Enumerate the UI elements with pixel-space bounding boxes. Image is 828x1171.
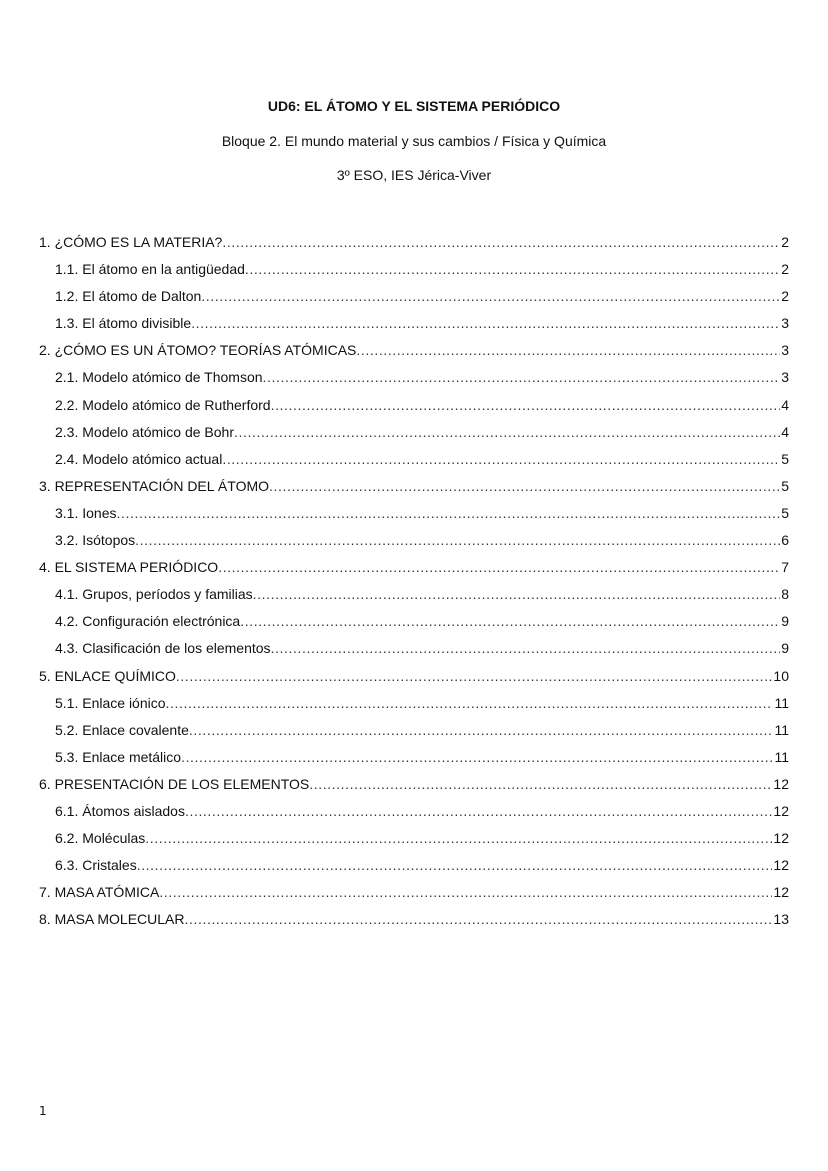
dot-leader	[356, 342, 780, 358]
toc-entry[interactable]	[39, 288, 789, 315]
toc-entry-label: 4.1. Grupos, períodos y familias	[55, 586, 253, 603]
toc-entry-page: 3	[781, 369, 789, 386]
toc-entry[interactable]	[39, 315, 789, 342]
dot-leader	[269, 478, 780, 494]
toc-entry[interactable]	[39, 424, 789, 451]
toc-entry[interactable]	[39, 532, 789, 559]
toc-entry[interactable]	[39, 397, 789, 424]
toc-entry-page: 6	[781, 532, 789, 549]
toc-entry-page: 4	[781, 396, 789, 413]
toc-entry[interactable]	[39, 369, 789, 396]
toc-entry-page: 12	[773, 857, 789, 874]
toc-entry[interactable]	[39, 722, 789, 749]
dot-leader	[234, 424, 780, 440]
dot-leader	[135, 532, 780, 548]
dot-leader	[137, 857, 773, 873]
toc-entry-label: 4.3. Clasificación de los elementos	[55, 640, 271, 657]
toc-entry-label: 3. REPRESENTACIÓN DEL ÁTOMO	[39, 477, 270, 494]
dot-leader	[271, 640, 781, 656]
toc-entry-label: 2.3. Modelo atómico de Bohr	[55, 423, 234, 440]
toc-entry-page: 11	[774, 694, 789, 711]
toc-entry-page: 9	[781, 640, 789, 657]
toc-entry-page: 2	[781, 288, 789, 305]
toc-entry-label: 6.3. Cristales	[55, 857, 137, 874]
toc-entry-page: 3	[781, 315, 789, 332]
toc-entry-page: 12	[773, 830, 789, 847]
dot-leader	[185, 911, 773, 927]
dot-leader	[117, 505, 781, 521]
toc-entry[interactable]	[39, 640, 789, 667]
dot-leader	[271, 397, 781, 413]
document-subtitle: Bloque 2. El mundo material y sus cambios / Física y Química	[221, 133, 607, 149]
page-number: 1	[39, 1104, 47, 1118]
toc-entry[interactable]	[39, 695, 789, 722]
toc-entry-label: 2.4. Modelo atómico actual	[55, 450, 223, 467]
toc-entry-page: 5	[781, 504, 789, 521]
toc-entry[interactable]	[39, 911, 789, 938]
toc-entry[interactable]	[39, 559, 789, 586]
toc-entry[interactable]	[39, 776, 789, 803]
toc-entry[interactable]	[39, 451, 789, 478]
toc-entry-label: 2.2. Modelo atómico de Rutherford	[55, 396, 271, 413]
toc-entry-label: 1. ¿CÓMO ES LA MATERIA?	[39, 234, 223, 250]
dot-leader	[263, 369, 781, 385]
toc-entry-page: 10	[773, 667, 789, 684]
table-of-contents	[39, 234, 789, 938]
dot-leader	[222, 451, 780, 467]
toc-entry-label: 4. EL SISTEMA PERIÓDICO	[39, 559, 219, 576]
toc-entry-label: 7. MASA ATÓMICA	[39, 884, 160, 901]
toc-entry[interactable]	[39, 234, 789, 261]
document-title: UD6: EL ÁTOMO Y EL SISTEMA PERIÓDICO	[267, 98, 561, 114]
toc-entry-page: 13	[773, 911, 789, 928]
toc-entry-label: 8. MASA MOLECULAR	[39, 911, 185, 928]
course-info: 3º ESO, IES Jérica-Viver	[336, 167, 492, 183]
toc-entry-label: 6.2. Moléculas	[55, 830, 146, 847]
toc-entry-page: 12	[773, 775, 789, 792]
toc-entry-page: 12	[773, 884, 789, 901]
toc-entry-label: 5.1. Enlace iónico	[55, 694, 166, 711]
toc-entry-page: 8	[781, 586, 789, 603]
toc-entry-page: 4	[781, 423, 789, 440]
dot-leader	[191, 315, 780, 331]
toc-entry-page: 3	[781, 342, 789, 359]
toc-entry-page: 12	[773, 802, 789, 819]
toc-entry-label: 4.2. Configuración electrónica	[55, 613, 241, 630]
toc-entry-page: 2	[781, 234, 789, 250]
toc-entry[interactable]	[39, 668, 789, 695]
toc-entry[interactable]	[39, 613, 789, 640]
toc-entry[interactable]	[39, 803, 789, 830]
toc-entry[interactable]	[39, 505, 789, 532]
toc-entry-page: 9	[781, 613, 789, 630]
toc-entry-page: 5	[781, 477, 789, 494]
toc-entry[interactable]	[39, 830, 789, 857]
dot-leader	[159, 884, 772, 900]
dot-leader	[309, 776, 772, 792]
toc-entry[interactable]	[39, 261, 789, 288]
toc-entry-label: 1.1. El átomo en la antigüedad	[55, 261, 245, 278]
dot-leader	[222, 234, 780, 250]
toc-entry-label: 3.2. Isótopos	[55, 532, 136, 549]
toc-entry-page: 2	[781, 261, 789, 278]
dot-leader	[240, 613, 780, 629]
toc-entry-page: 11	[774, 748, 789, 765]
toc-entry[interactable]	[39, 884, 789, 911]
toc-entry-label: 6.1. Átomos aislados	[55, 802, 185, 819]
toc-entry-label: 2.1. Modelo atómico de Thomson	[55, 369, 263, 386]
dot-leader	[185, 803, 772, 819]
toc-entry[interactable]	[39, 586, 789, 613]
toc-entry[interactable]	[39, 342, 789, 369]
toc-entry[interactable]	[39, 857, 789, 884]
dot-leader	[245, 261, 780, 277]
dot-leader	[176, 668, 773, 684]
toc-entry-label: 5. ENLACE QUÍMICO	[39, 667, 176, 684]
dot-leader	[181, 749, 773, 765]
toc-entry-label: 1.3. El átomo divisible	[55, 315, 192, 332]
toc-entry-label: 5.3. Enlace metálico	[55, 748, 182, 765]
toc-entry-label: 2. ¿CÓMO ES UN ÁTOMO? TEORÍAS ATÓMICAS	[39, 342, 357, 359]
toc-entry[interactable]	[39, 749, 789, 776]
toc-entry-page: 11	[774, 721, 789, 738]
dot-leader	[218, 559, 780, 575]
toc-entry-label: 3.1. Iones	[55, 504, 117, 521]
toc-entry-label: 1.2. El átomo de Dalton	[55, 288, 202, 305]
toc-entry-label: 5.2. Enlace covalente	[55, 721, 189, 738]
dot-leader	[201, 288, 780, 304]
toc-entry-page: 5	[781, 450, 789, 467]
dot-leader	[189, 722, 774, 738]
toc-entry-label: 6. PRESENTACIÓN DE LOS ELEMENTOS	[39, 775, 310, 792]
dot-leader	[253, 586, 781, 602]
toc-entry[interactable]	[39, 478, 789, 505]
dot-leader	[145, 830, 772, 846]
dot-leader	[166, 695, 774, 711]
toc-entry-page: 7	[781, 559, 789, 576]
